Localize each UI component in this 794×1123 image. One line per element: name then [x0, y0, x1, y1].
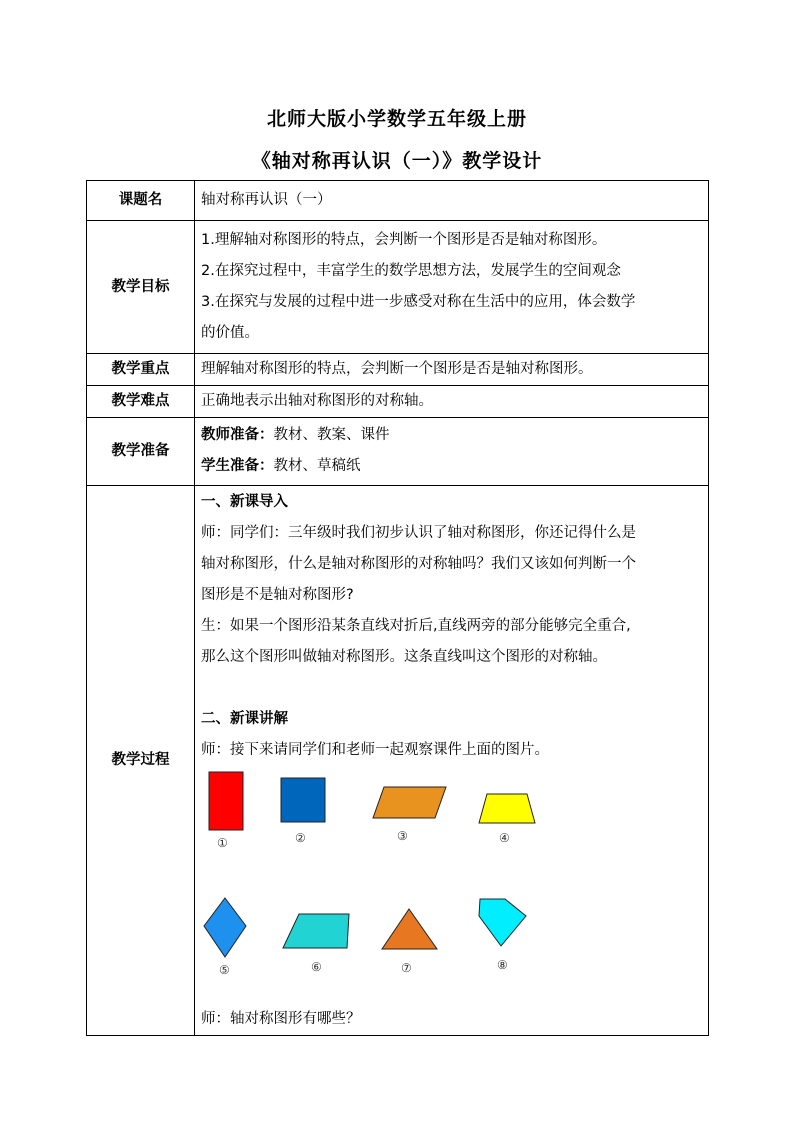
row-preparation — [87, 418, 709, 486]
shape-trapezoid — [479, 794, 535, 845]
goal-item: 3.在探究与发展的过程中进一步感受对称在生活中的应用，体会数学 — [201, 294, 636, 310]
teacher-preparation: 教师准备：教材、教案、课件 — [201, 427, 390, 443]
value-goals — [195, 221, 709, 354]
row-topic — [87, 181, 709, 221]
section1-heading: 一、新课导入 — [201, 494, 288, 510]
shape-triangle — [382, 909, 437, 975]
label-process: 教学过程 — [87, 486, 195, 1036]
section2-intro: 师：接下来请同学们和老师一起观察课件上面的图片。 — [201, 742, 549, 758]
label-key-point: 教学重点 — [87, 354, 195, 386]
goal-item: 2.在探究过程中，丰富学生的数学思想方法，发展学生的空间观念 — [201, 263, 621, 279]
paragraph-line: 轴对称图形，什么是轴对称图形的对称轴吗？我们又该如何判断一个 — [201, 556, 636, 572]
shape-rectangle — [209, 772, 243, 850]
row-key-point — [87, 354, 709, 386]
goal-item: 的价值。 — [201, 325, 259, 341]
label-difficulty: 教学难点 — [87, 386, 195, 418]
document-subtitle: 《轴对称再认识（一）》教学设计 — [251, 150, 543, 172]
svg-text:⑧: ⑧ — [497, 958, 508, 972]
shape-square — [281, 778, 325, 845]
question-line: 师：轴对称图形有哪些？ — [201, 1011, 361, 1027]
shape-rhombus — [204, 898, 246, 977]
paragraph-line: 生：如果一个图形沿某条直线对折后,直线两旁的部分能够完全重合, — [201, 618, 631, 634]
student-preparation: 学生准备：教材、草稿纸 — [201, 458, 361, 474]
shape-parallelogram — [373, 787, 446, 843]
value-difficulty: 正确地表示出轴对称图形的对称轴。 — [195, 386, 709, 418]
label-topic: 课题名 — [87, 181, 195, 221]
value-topic: 轴对称再认识（一） — [195, 181, 709, 221]
paragraph-line: 那么这个图形叫做轴对称图形。这条直线叫这个图形的对称轴。 — [201, 649, 607, 665]
shapes-figure — [201, 766, 702, 1004]
lesson-plan-table — [86, 180, 709, 1036]
svg-text:⑤: ⑤ — [219, 963, 230, 977]
value-preparation — [195, 418, 709, 486]
svg-text:②: ② — [295, 831, 306, 845]
svg-text:①: ① — [217, 836, 228, 850]
svg-text:③: ③ — [397, 829, 408, 843]
goal-item: 1.理解轴对称图形的特点，会判断一个图形是否是轴对称图形。 — [201, 232, 607, 248]
value-key-point: 理解轴对称图形的特点，会判断一个图形是否是轴对称图形。 — [195, 354, 709, 386]
svg-text:⑥: ⑥ — [311, 960, 322, 974]
value-process — [195, 486, 709, 1036]
svg-text:④: ④ — [499, 831, 510, 845]
section2-heading: 二、新课讲解 — [201, 711, 288, 727]
shape-trapezoid-slanted — [283, 914, 349, 974]
row-process — [87, 486, 709, 1036]
shape-kite — [479, 899, 526, 972]
row-goals — [87, 221, 709, 354]
document-title: 北师大版小学数学五年级上册 — [266, 108, 527, 130]
paragraph-line: 图形是不是轴对称图形? — [201, 587, 354, 603]
label-preparation: 教学准备 — [87, 418, 195, 486]
svg-text:⑦: ⑦ — [401, 961, 412, 975]
label-goals: 教学目标 — [87, 221, 195, 354]
paragraph-line: 师：同学们：三年级时我们初步认识了轴对称图形，你还记得什么是 — [201, 525, 636, 541]
row-difficulty — [87, 386, 709, 418]
